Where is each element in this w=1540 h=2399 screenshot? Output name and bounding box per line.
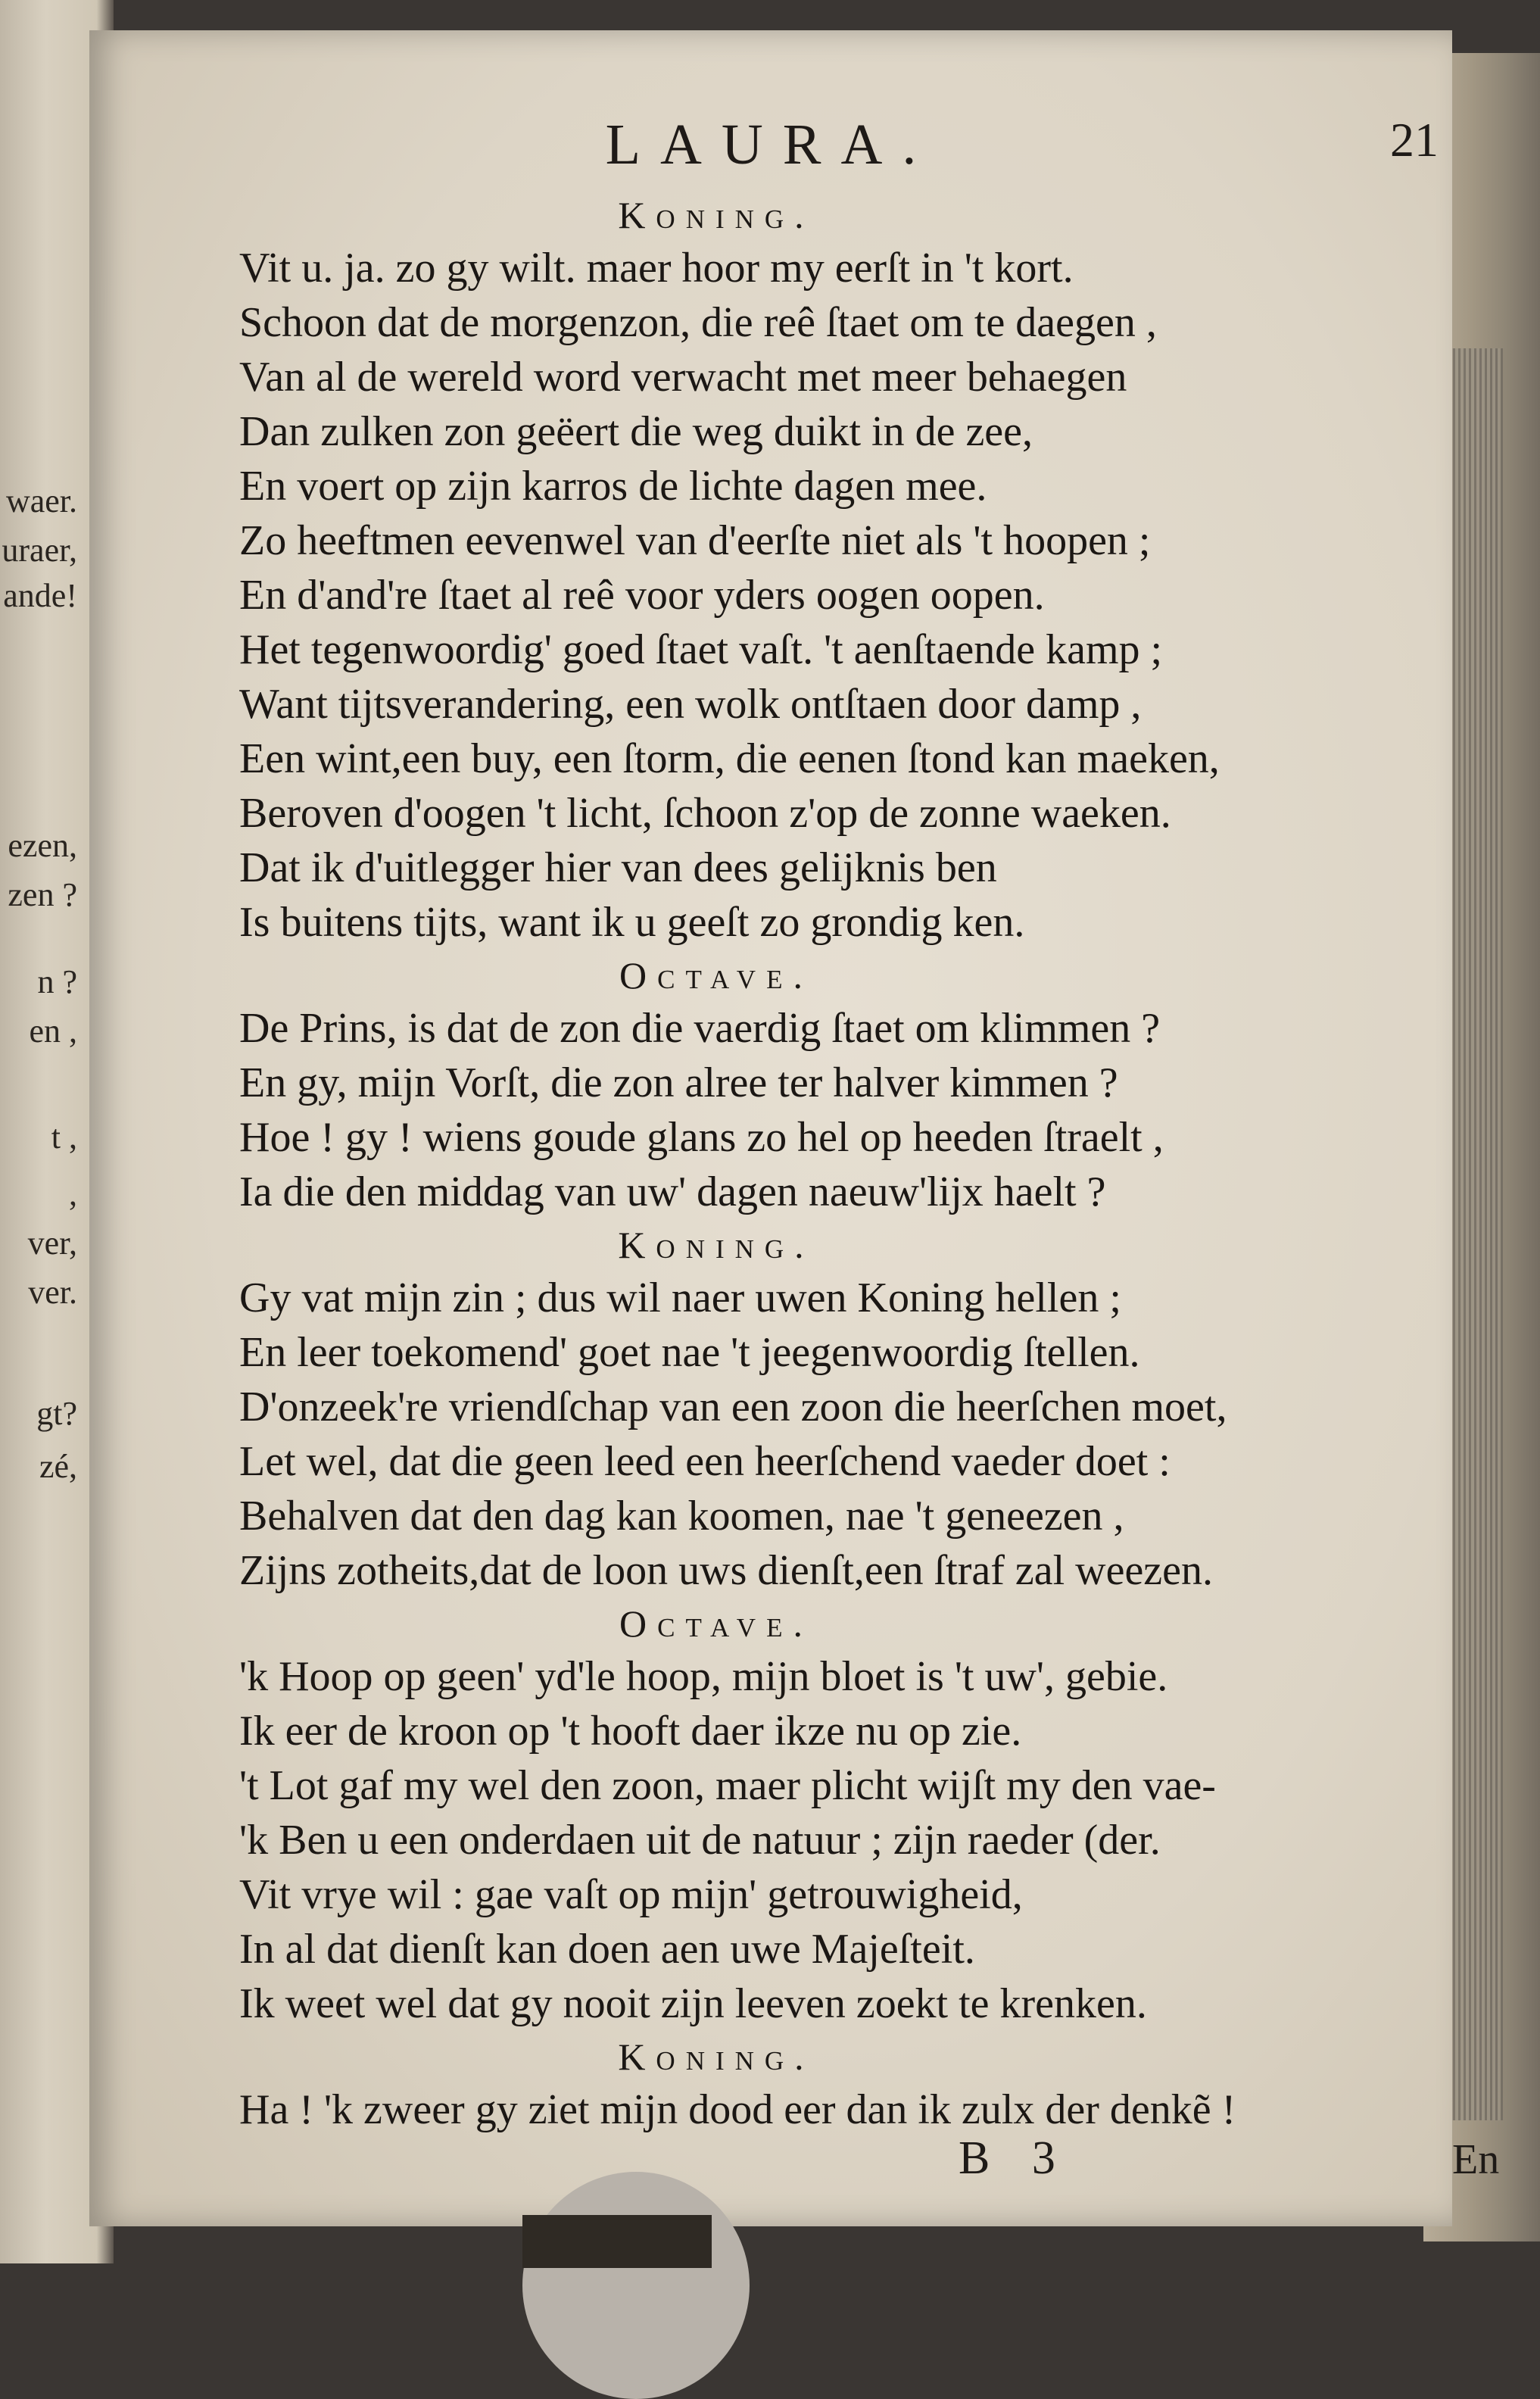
speaker-heading: Octave. [619,1602,813,1645]
left-page-fragment: gt? [36,1395,77,1432]
verse-block [239,189,1526,2137]
verse-line: Zo heeftmen eevenwel van d'eerſte niet als 't hoopen ; [239,517,1151,564]
verse-line: 't Lot gaf my wel den zoon, maer plicht wijſt my den vae- [239,1762,1216,1809]
thumb-shadow [522,2172,750,2399]
left-page-fragment: waer. [5,482,77,519]
thumb-dark-patch [522,2215,712,2268]
verse-line: Dat ik d'uitlegger hier van dees gelijknis ben [239,844,997,891]
verse-line: Vit vrye wil : gae vaſt op mijn' getrouwigheid, [239,1871,1023,1918]
verse-line: De Prins, is dat de zon die vaerdig ſtaet om klimmen ? [239,1005,1161,1052]
verse-line: Gy vat mijn zin ; dus wil naer uwen Koning hellen ; [239,1274,1121,1321]
verse-line: Vit u. ja. zo gy wilt. maer hoor my eerſt in 't kort. [239,245,1074,292]
left-page-fragment: uraer, [2,532,77,569]
speaker-heading: Octave. [619,954,813,997]
verse-line: Want tijtsverandering, een wolk ontſtaen door damp , [239,681,1142,728]
verse-line: Behalven dat den dag kan koomen, nae 't geneezen , [239,1493,1124,1540]
left-page-fragment: ver. [28,1274,77,1311]
verse-line: Van al de wereld word verwacht met meer behaegen [239,354,1127,401]
verse-line: 'k Ben u een onderdaen uit de natuur ; zijn raeder (der. [239,1817,1161,1864]
book-page [89,30,1500,2226]
verse-line: En leer toekomend' goet nae 't jeegenwoordig ſtellen. [239,1329,1140,1376]
verse-line: En gy, mijn Vorſt, die zon alree ter halver kimmen ? [239,1059,1118,1106]
left-page-fragment: ande! [3,577,77,614]
verse-line: 'k Hoop op geen' yd'le hoop, mijn bloet is 't uw', gebie. [239,1653,1168,1700]
left-page-fragment: ver, [27,1224,77,1262]
signature-mark: B 3 [959,2132,1071,2184]
verse-line: Beroven d'oogen 't licht, ſchoon z'op de zonne waeken. [239,790,1171,837]
left-page-fragment: zen ? [8,876,77,913]
verse-line: Is buitens tijts, want ik u geeſt zo grondig ken. [239,899,1025,946]
verse-line: Ia die den middag van uw' dagen naeuw'lijx haelt ? [239,1168,1106,1215]
speaker-heading: Koning. [618,1224,815,1266]
running-head: LAURA. [605,113,937,176]
left-page-fragment: zé, [39,1448,77,1485]
verse-line: En d'and're ſtaet al reê voor yders oogen oopen. [239,572,1045,619]
verse-line: Zijns zotheits,dat de loon uws dienſt,een ſtraf zal weezen. [239,1547,1214,1594]
speaker-heading: Koning. [618,2036,815,2078]
verse-line: Het tegenwoordig' goed ſtaet vaſt. 't aenſtaende kamp ; [239,626,1163,673]
page-number: 21 [1390,113,1439,167]
catchword: En [1452,2136,1500,2183]
left-page-fragment: , [69,1175,77,1212]
verse-line: Een wint,een buy, een ſtorm, die eenen ſtond kan maeken, [239,735,1220,782]
left-page-fragment: en , [29,1012,77,1050]
verse-line: In al dat dienſt kan doen aen uwe Majeſteit. [239,1926,975,1973]
verse-line: D'onzeek're vriendſchap van een zoon die heerſchen moet, [239,1384,1227,1430]
verse-line: Ik weet wel dat gy nooit zijn leeven zoekt te krenken. [239,1980,1147,2027]
verse-line: Hoe ! gy ! wiens goude glans zo hel op heeden ſtraelt , [239,1114,1164,1161]
left-page-fragment: t , [51,1118,77,1156]
speaker-heading: Koning. [618,194,815,236]
verse-line: Dan zulken zon geëert die weg duikt in de zee, [239,408,1033,455]
verse-line: Ha ! 'k zweer gy ziet mijn dood eer dan ik zulx der denkẽ ! [239,2086,1236,2133]
verse-line: Ik eer de kroon op 't hooft daer ikze nu op zie. [239,1708,1022,1755]
verse-line: En voert op zijn karros de lichte dagen mee. [239,463,987,510]
left-page-fragment: n ? [37,963,77,1000]
verse-line: Let wel, dat die geen leed een heerſchend vaeder doet : [239,1438,1171,1485]
left-page-fragment: ezen, [8,827,77,864]
verse-line: Schoon dat de morgenzon, die reê ſtaet om te daegen , [239,299,1157,346]
